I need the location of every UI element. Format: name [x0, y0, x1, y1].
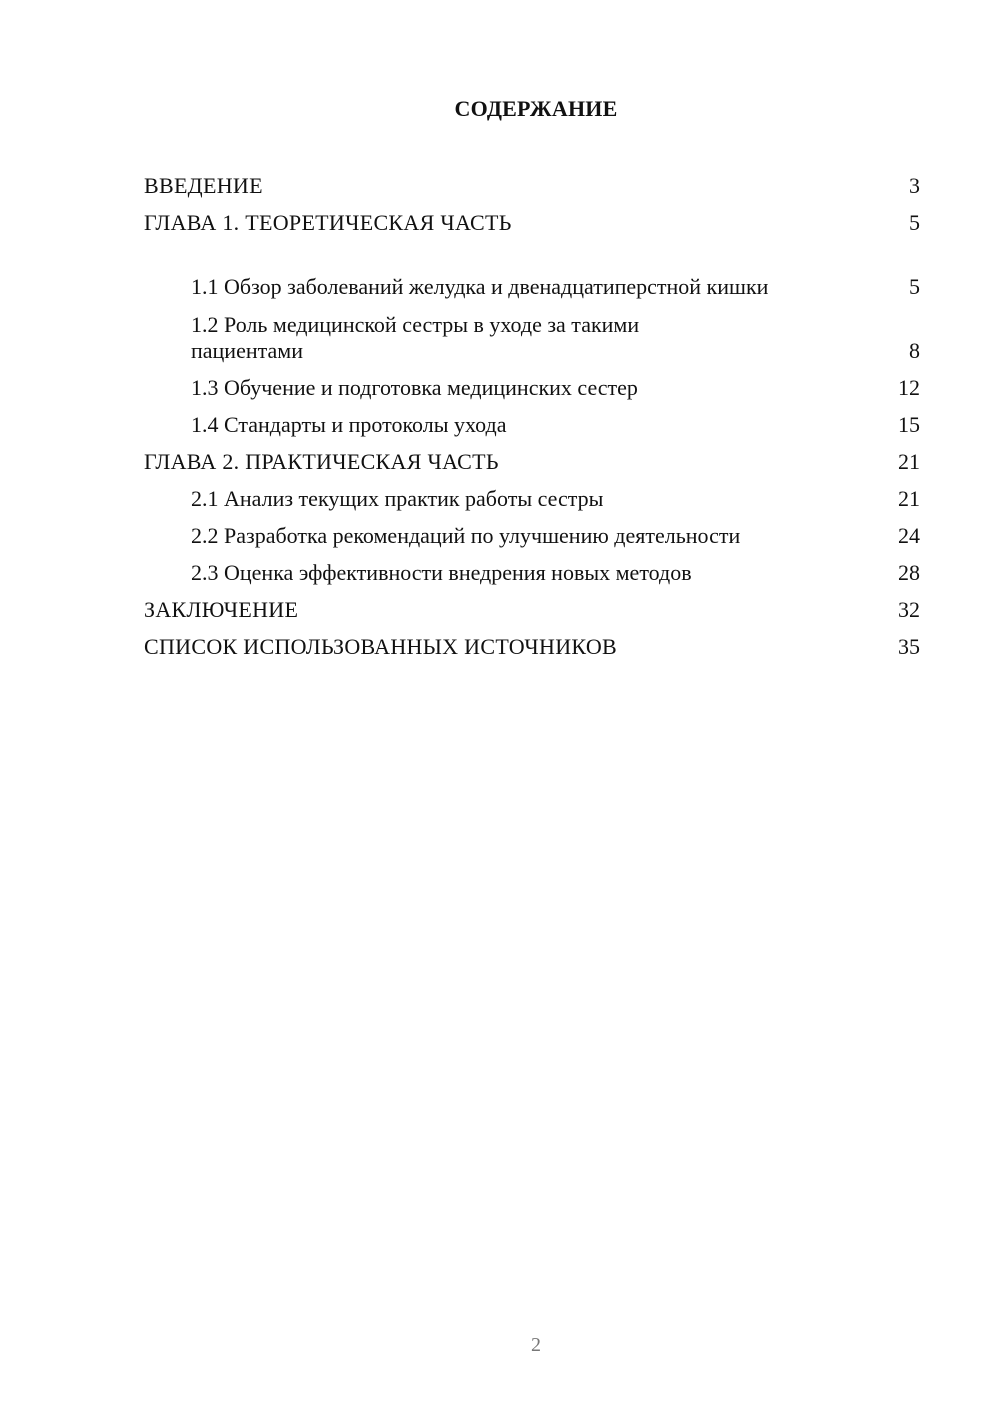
toc-entry-title: 1.4 Стандарты и протоколы ухода: [191, 412, 507, 437]
toc-entry-section-1-1[interactable]: [144, 242, 920, 306]
toc-entry-title: СПИСОК ИСПОЛЬЗОВАННЫХ ИСТОЧНИКОВ: [144, 634, 617, 659]
toc-entry-title: 1.2 Роль медицинской сестры в уходе за такими пациентами: [191, 312, 640, 363]
toc-entry-section-1-3[interactable]: [144, 370, 920, 407]
toc-entry-section-2-1[interactable]: [144, 481, 920, 518]
toc-entry-page: 21: [898, 449, 920, 474]
toc-entry-page: 28: [898, 560, 920, 585]
toc-entry-page: 5: [909, 274, 920, 299]
toc-entry-page: 5: [909, 210, 920, 235]
toc-entry-title: ГЛАВА 1. ТЕОРЕТИЧЕСКАЯ ЧАСТЬ: [144, 210, 512, 235]
toc-entry-page: 12: [898, 375, 920, 400]
toc-entry-title: 1.3 Обучение и подготовка медицинских сестер: [191, 375, 638, 400]
toc-entry-page: 35: [898, 634, 920, 659]
toc-entry-title: ЗАКЛЮЧЕНИЕ: [144, 597, 299, 622]
table-of-contents: [144, 168, 920, 666]
toc-entry-title: ГЛАВА 2. ПРАКТИЧЕСКАЯ ЧАСТЬ: [144, 449, 499, 474]
toc-entry-page: 24: [898, 523, 920, 548]
toc-entry-chapter-1[interactable]: [144, 205, 920, 242]
toc-entry-title: 2.2 Разработка рекомендаций по улучшению деятельности: [191, 523, 741, 548]
page-number: 2: [531, 1334, 541, 1356]
toc-entry-title: 2.3 Оценка эффективности внедрения новых методов: [191, 560, 692, 585]
toc-entry-section-1-2[interactable]: [144, 306, 920, 370]
toc-entry-title: 2.1 Анализ текущих практик работы сестры: [191, 486, 604, 511]
toc-entry-page: 3: [909, 173, 920, 198]
toc-entry-title: ВВЕДЕНИЕ: [144, 173, 263, 198]
toc-entry-introduction[interactable]: [144, 168, 920, 205]
toc-entry-section-2-2[interactable]: [144, 518, 920, 555]
page-title: СОДЕРЖАНИЕ: [454, 96, 618, 121]
toc-entry-title: 1.1 Обзор заболеваний желудка и двенадцатиперстной кишки: [191, 274, 769, 299]
toc-entry-page: 21: [898, 486, 920, 511]
toc-entry-page: 32: [898, 597, 920, 622]
toc-entry-references[interactable]: [144, 629, 920, 666]
toc-entry-page: 8: [909, 338, 920, 363]
toc-entry-chapter-2[interactable]: [144, 444, 920, 481]
toc-entry-section-1-4[interactable]: [144, 407, 920, 444]
toc-entry-conclusion[interactable]: [144, 592, 920, 629]
toc-entry-section-2-3[interactable]: [144, 555, 920, 592]
toc-entry-page: 15: [898, 412, 920, 437]
